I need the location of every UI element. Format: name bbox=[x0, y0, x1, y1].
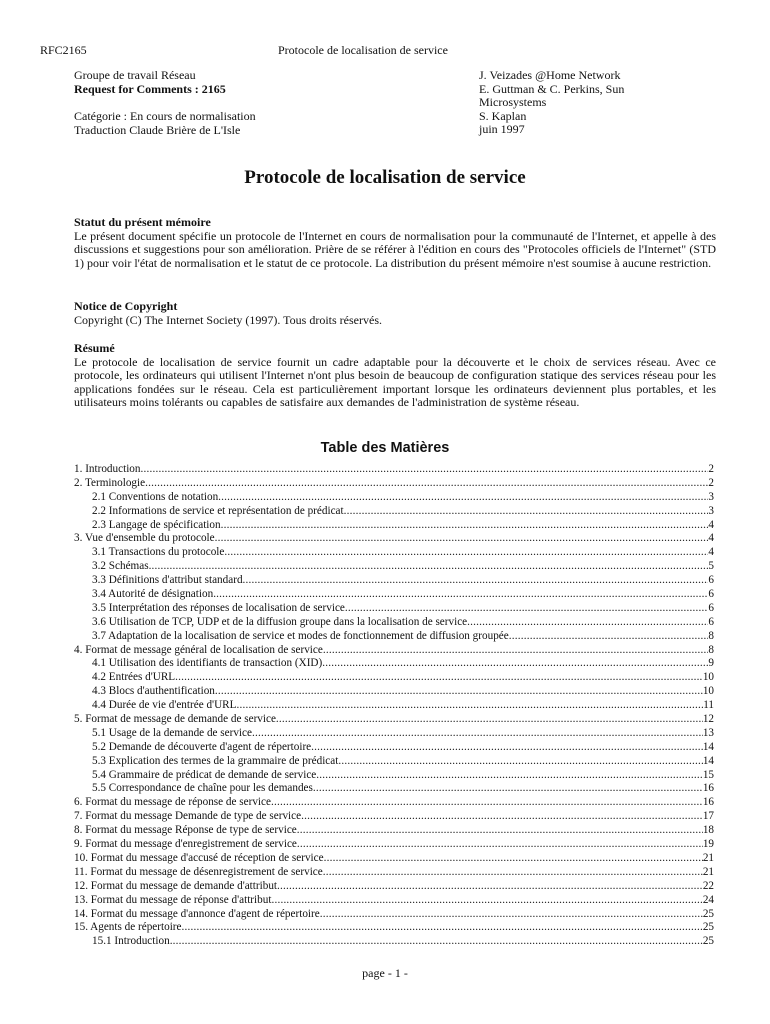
toc-entry-page: 24 bbox=[702, 893, 714, 906]
toc-entry[interactable] bbox=[74, 894, 714, 908]
toc-leader-dots bbox=[215, 685, 703, 699]
toc-entry-label: 2.2 Informations de service et représentation de prédicat bbox=[92, 504, 344, 517]
toc-entry-label: 3. Vue d'ensemble du protocole bbox=[74, 532, 215, 545]
toc-leader-dots bbox=[215, 532, 709, 546]
toc-entry-page: 13 bbox=[702, 726, 714, 739]
toc-entry[interactable] bbox=[74, 935, 714, 949]
toc-entry-page: 3 bbox=[708, 490, 714, 503]
toc-entry-label: 3.3 Définitions d'attribut standard bbox=[92, 574, 243, 587]
toc-leader-dots bbox=[271, 796, 703, 810]
toc-entry-label: 6. Format du message de réponse de service bbox=[74, 796, 271, 809]
toc-leader-dots bbox=[320, 908, 703, 922]
toc-entry-page: 16 bbox=[702, 796, 714, 809]
toc-leader-dots bbox=[221, 519, 709, 533]
copyright-body: Copyright (C) The Internet Society (1997). Tous droits réservés. bbox=[74, 312, 382, 327]
abstract-heading: Résumé bbox=[74, 341, 115, 355]
toc-entry-label: 4.2 Entrées d'URL bbox=[92, 671, 176, 684]
toc-entry[interactable] bbox=[74, 671, 714, 685]
toc-entry[interactable] bbox=[74, 630, 714, 644]
toc-leader-dots bbox=[322, 657, 708, 671]
toc-entry[interactable] bbox=[74, 657, 714, 671]
toc-entry-page: 12 bbox=[702, 713, 714, 726]
toc-entry-page: 18 bbox=[702, 824, 714, 837]
toc-leader-dots bbox=[297, 838, 703, 852]
toc-entry[interactable] bbox=[74, 880, 714, 894]
toc-leader-dots bbox=[149, 560, 709, 574]
toc-entry-page: 25 bbox=[702, 935, 714, 948]
toc-entry-page: 6 bbox=[708, 588, 714, 601]
table-of-contents bbox=[74, 463, 714, 949]
toc-entry-label: 3.2 Schémas bbox=[92, 560, 149, 573]
toc-entry-label: 12. Format du message de demande d'attribut bbox=[74, 879, 278, 892]
toc-entry-page: 2 bbox=[708, 463, 714, 475]
header-left-block bbox=[74, 69, 454, 137]
toc-entry-label: 4. Format de message général de localisation de service bbox=[74, 643, 323, 656]
toc-entry-page: 6 bbox=[708, 615, 714, 628]
toc-entry-page: 4 bbox=[708, 532, 714, 545]
toc-entry-page: 10 bbox=[702, 685, 714, 698]
toc-entry-page: 11 bbox=[703, 699, 714, 712]
toc-entry[interactable] bbox=[74, 505, 714, 519]
toc-leader-dots bbox=[345, 602, 709, 616]
toc-leader-dots bbox=[344, 505, 709, 519]
working-group: Groupe de travail Réseau bbox=[74, 68, 196, 82]
toc-entry-page: 25 bbox=[702, 921, 714, 934]
toc-entry[interactable] bbox=[74, 685, 714, 699]
toc-leader-dots bbox=[182, 921, 703, 935]
toc-leader-dots bbox=[313, 782, 703, 796]
toc-entry-page: 14 bbox=[702, 740, 714, 753]
toc-leader-dots bbox=[175, 671, 703, 685]
toc-leader-dots bbox=[323, 866, 703, 880]
toc-entry[interactable] bbox=[74, 491, 714, 505]
toc-entry[interactable] bbox=[74, 713, 714, 727]
toc-entry-page: 25 bbox=[702, 907, 714, 920]
toc-entry-label: 5.5 Correspondance de chaîne pour les demandes bbox=[92, 782, 313, 795]
toc-entry-label: 2.1 Conventions de notation bbox=[92, 490, 219, 503]
toc-entry[interactable] bbox=[74, 755, 714, 769]
toc-leader-dots bbox=[243, 574, 709, 588]
abstract-body: Le protocole de localisation de service fournit un cadre adaptable pour la découverte et le choix de services réseau. Avec ce protocole, les ordinateurs qui utilisent l'Internet n'ont plus besoin de beaucoup de configuration statique des services réseau pour les applications fondées sur le réseau. Cela est particulièrement important lorsque les ordinateurs deviennent plus portables, et les utilisateurs moins tolérants ou capables de satisfaire aux demandes de l'administration de système réseau. bbox=[74, 354, 716, 409]
toc-leader-dots bbox=[311, 741, 703, 755]
toc-leader-dots bbox=[271, 894, 702, 908]
toc-entry-label: 13. Format du message de réponse d'attribut bbox=[74, 893, 272, 906]
toc-entry-page: 4 bbox=[708, 546, 714, 559]
toc-entry[interactable] bbox=[74, 560, 714, 574]
toc-entry-label: 14. Format du message d'annonce d'agent de répertoire bbox=[74, 907, 320, 920]
translator: Traduction Claude Brière de L'Isle bbox=[74, 122, 241, 137]
toc-leader-dots bbox=[145, 477, 708, 491]
toc-entry-page: 14 bbox=[702, 754, 714, 767]
toc-title: Table des Matières bbox=[320, 440, 450, 456]
toc-entry-page: 8 bbox=[708, 643, 714, 656]
toc-entry-page: 2 bbox=[708, 476, 714, 489]
publication-date: juin 1997 bbox=[479, 122, 525, 136]
toc-entry-label: 11. Format du message de désenregistrement de service bbox=[74, 865, 323, 878]
copyright-section bbox=[74, 300, 716, 327]
abstract-section bbox=[74, 342, 716, 410]
toc-entry[interactable] bbox=[74, 796, 714, 810]
toc-leader-dots bbox=[323, 644, 709, 658]
toc-entry-label: 4.3 Blocs d'authentification bbox=[92, 685, 215, 698]
toc-entry[interactable] bbox=[74, 699, 714, 713]
toc-entry-label: 5.4 Grammaire de prédicat de demande de service bbox=[92, 768, 317, 781]
toc-entry[interactable] bbox=[74, 616, 714, 630]
toc-leader-dots bbox=[218, 491, 708, 505]
toc-leader-dots bbox=[224, 546, 708, 560]
toc-entry[interactable] bbox=[74, 741, 714, 755]
copyright-heading: Notice de Copyright bbox=[74, 299, 178, 313]
toc-leader-dots bbox=[338, 755, 702, 769]
rfc-number: Request for Comments : 2165 bbox=[74, 81, 226, 96]
toc-entry[interactable] bbox=[74, 782, 714, 796]
toc-entry-label: 2.3 Langage de spécification bbox=[92, 518, 221, 531]
toc-entry-label: 1. Introduction bbox=[74, 463, 141, 475]
toc-entry-page: 21 bbox=[702, 851, 714, 864]
toc-entry-label: 7. Format du message Demande de type de service bbox=[74, 810, 302, 823]
toc-leader-dots bbox=[170, 935, 703, 949]
toc-entry-page: 5 bbox=[708, 560, 714, 573]
running-header-title: Protocole de localisation de service bbox=[278, 43, 448, 57]
toc-entry-label: 9. Format du message d'enregistrement de service bbox=[74, 838, 297, 851]
toc-leader-dots bbox=[297, 824, 703, 838]
page-number: page - 1 - bbox=[362, 966, 408, 980]
toc-entry[interactable] bbox=[74, 574, 714, 588]
toc-entry-page: 8 bbox=[708, 629, 714, 642]
toc-leader-dots bbox=[141, 463, 709, 477]
status-section bbox=[74, 216, 716, 270]
toc-entry[interactable] bbox=[74, 866, 714, 880]
toc-leader-dots bbox=[324, 852, 703, 866]
header-right-authors bbox=[479, 69, 659, 137]
toc-entry[interactable] bbox=[74, 463, 714, 477]
toc-leader-dots bbox=[252, 727, 703, 741]
toc-entry-label: 5.2 Demande de découverte d'agent de répertoire bbox=[92, 740, 312, 753]
toc-leader-dots bbox=[277, 880, 703, 894]
toc-leader-dots bbox=[276, 713, 703, 727]
toc-entry-label: 4.4 Durée de vie d'entrée d'URL bbox=[92, 699, 237, 712]
toc-entry-label: 3.5 Interprétation des réponses de localisation de service bbox=[92, 601, 345, 614]
toc-entry-label: 2. Terminologie bbox=[74, 476, 146, 489]
toc-entry-page: 22 bbox=[702, 879, 714, 892]
toc-entry-label: 3.1 Transactions du protocole bbox=[92, 546, 225, 559]
toc-entry-page: 15 bbox=[702, 768, 714, 781]
toc-entry-page: 6 bbox=[708, 601, 714, 614]
category: Catégorie : En cours de normalisation bbox=[74, 109, 256, 123]
running-header-rfc-number: RFC2165 bbox=[40, 43, 87, 57]
toc-leader-dots bbox=[316, 769, 703, 783]
toc-entry[interactable] bbox=[74, 532, 714, 546]
toc-entry-page: 9 bbox=[708, 657, 714, 670]
toc-entry-page: 17 bbox=[702, 810, 714, 823]
toc-entry-page: 6 bbox=[708, 574, 714, 587]
author-line: E. Guttman & C. Perkins, Sun bbox=[479, 81, 625, 96]
toc-entry-page: 4 bbox=[708, 518, 714, 531]
toc-entry-label: 15.1 Introduction bbox=[92, 935, 170, 948]
toc-entry-page: 16 bbox=[702, 782, 714, 795]
author-line: S. Kaplan bbox=[479, 108, 527, 123]
author-line: Microsystems bbox=[479, 95, 547, 109]
toc-entry[interactable] bbox=[74, 852, 714, 866]
toc-entry-label: 3.4 Autorité de désignation bbox=[92, 588, 214, 601]
toc-entry[interactable] bbox=[74, 588, 714, 602]
toc-entry-label: 3.7 Adaptation de la localisation de service et modes de fonctionnement de diffusion groupée bbox=[92, 629, 509, 642]
toc-leader-dots bbox=[509, 630, 709, 644]
toc-entry-page: 10 bbox=[702, 671, 714, 684]
toc-entry-label: 8. Format du message Réponse de type de service bbox=[74, 824, 297, 837]
toc-entry-label: 5.3 Explication des termes de la grammaire de prédicat bbox=[92, 754, 339, 767]
toc-entry[interactable] bbox=[74, 477, 714, 491]
toc-leader-dots bbox=[213, 588, 708, 602]
toc-entry-page: 19 bbox=[702, 838, 714, 851]
toc-entry[interactable] bbox=[74, 921, 714, 935]
toc-entry-label: 3.6 Utilisation de TCP, UDP et de la diffusion groupe dans la localisation de service bbox=[92, 615, 468, 628]
document-title: Protocole de localisation de service bbox=[244, 167, 526, 188]
toc-entry-page: 3 bbox=[708, 504, 714, 517]
toc-entry[interactable] bbox=[74, 810, 714, 824]
toc-entry[interactable] bbox=[74, 519, 714, 533]
status-heading: Statut du présent mémoire bbox=[74, 215, 211, 229]
toc-entry[interactable] bbox=[74, 769, 714, 783]
toc-entry-label: 10. Format du message d'accusé de réception de service bbox=[74, 851, 324, 864]
toc-entry[interactable] bbox=[74, 546, 714, 560]
toc-entry[interactable] bbox=[74, 644, 714, 658]
status-body: Le présent document spécifie un protocole de l'Internet en cours de normalisation pour la communauté de l'Internet, et appelle à des discussions et suggestions pour son amélioration. Prière de se référer à l'édition en cours des "Protocoles officiels de l'Internet" (STD 1) pour voir l'état de normalisation et le statut de ce protocole. La distribution du présent mémoire n'est soumise à aucune restriction. bbox=[74, 228, 716, 270]
toc-entry[interactable] bbox=[74, 838, 714, 852]
toc-entry[interactable] bbox=[74, 908, 714, 922]
toc-entry-label: 4.1 Utilisation des identifiants de transaction (XID) bbox=[92, 657, 323, 670]
toc-entry-label: 5.1 Usage de la demande de service bbox=[92, 726, 252, 739]
toc-entry[interactable] bbox=[74, 824, 714, 838]
toc-entry-label: 5. Format de message de demande de service bbox=[74, 713, 276, 726]
toc-leader-dots bbox=[467, 616, 708, 630]
author-line: J. Veizades @Home Network bbox=[479, 68, 621, 82]
toc-leader-dots bbox=[236, 699, 703, 713]
toc-entry-label: 15. Agents de répertoire bbox=[74, 921, 182, 934]
toc-leader-dots bbox=[301, 810, 703, 824]
toc-entry[interactable] bbox=[74, 727, 714, 741]
toc-entry-page: 21 bbox=[702, 865, 714, 878]
toc-entry[interactable] bbox=[74, 602, 714, 616]
